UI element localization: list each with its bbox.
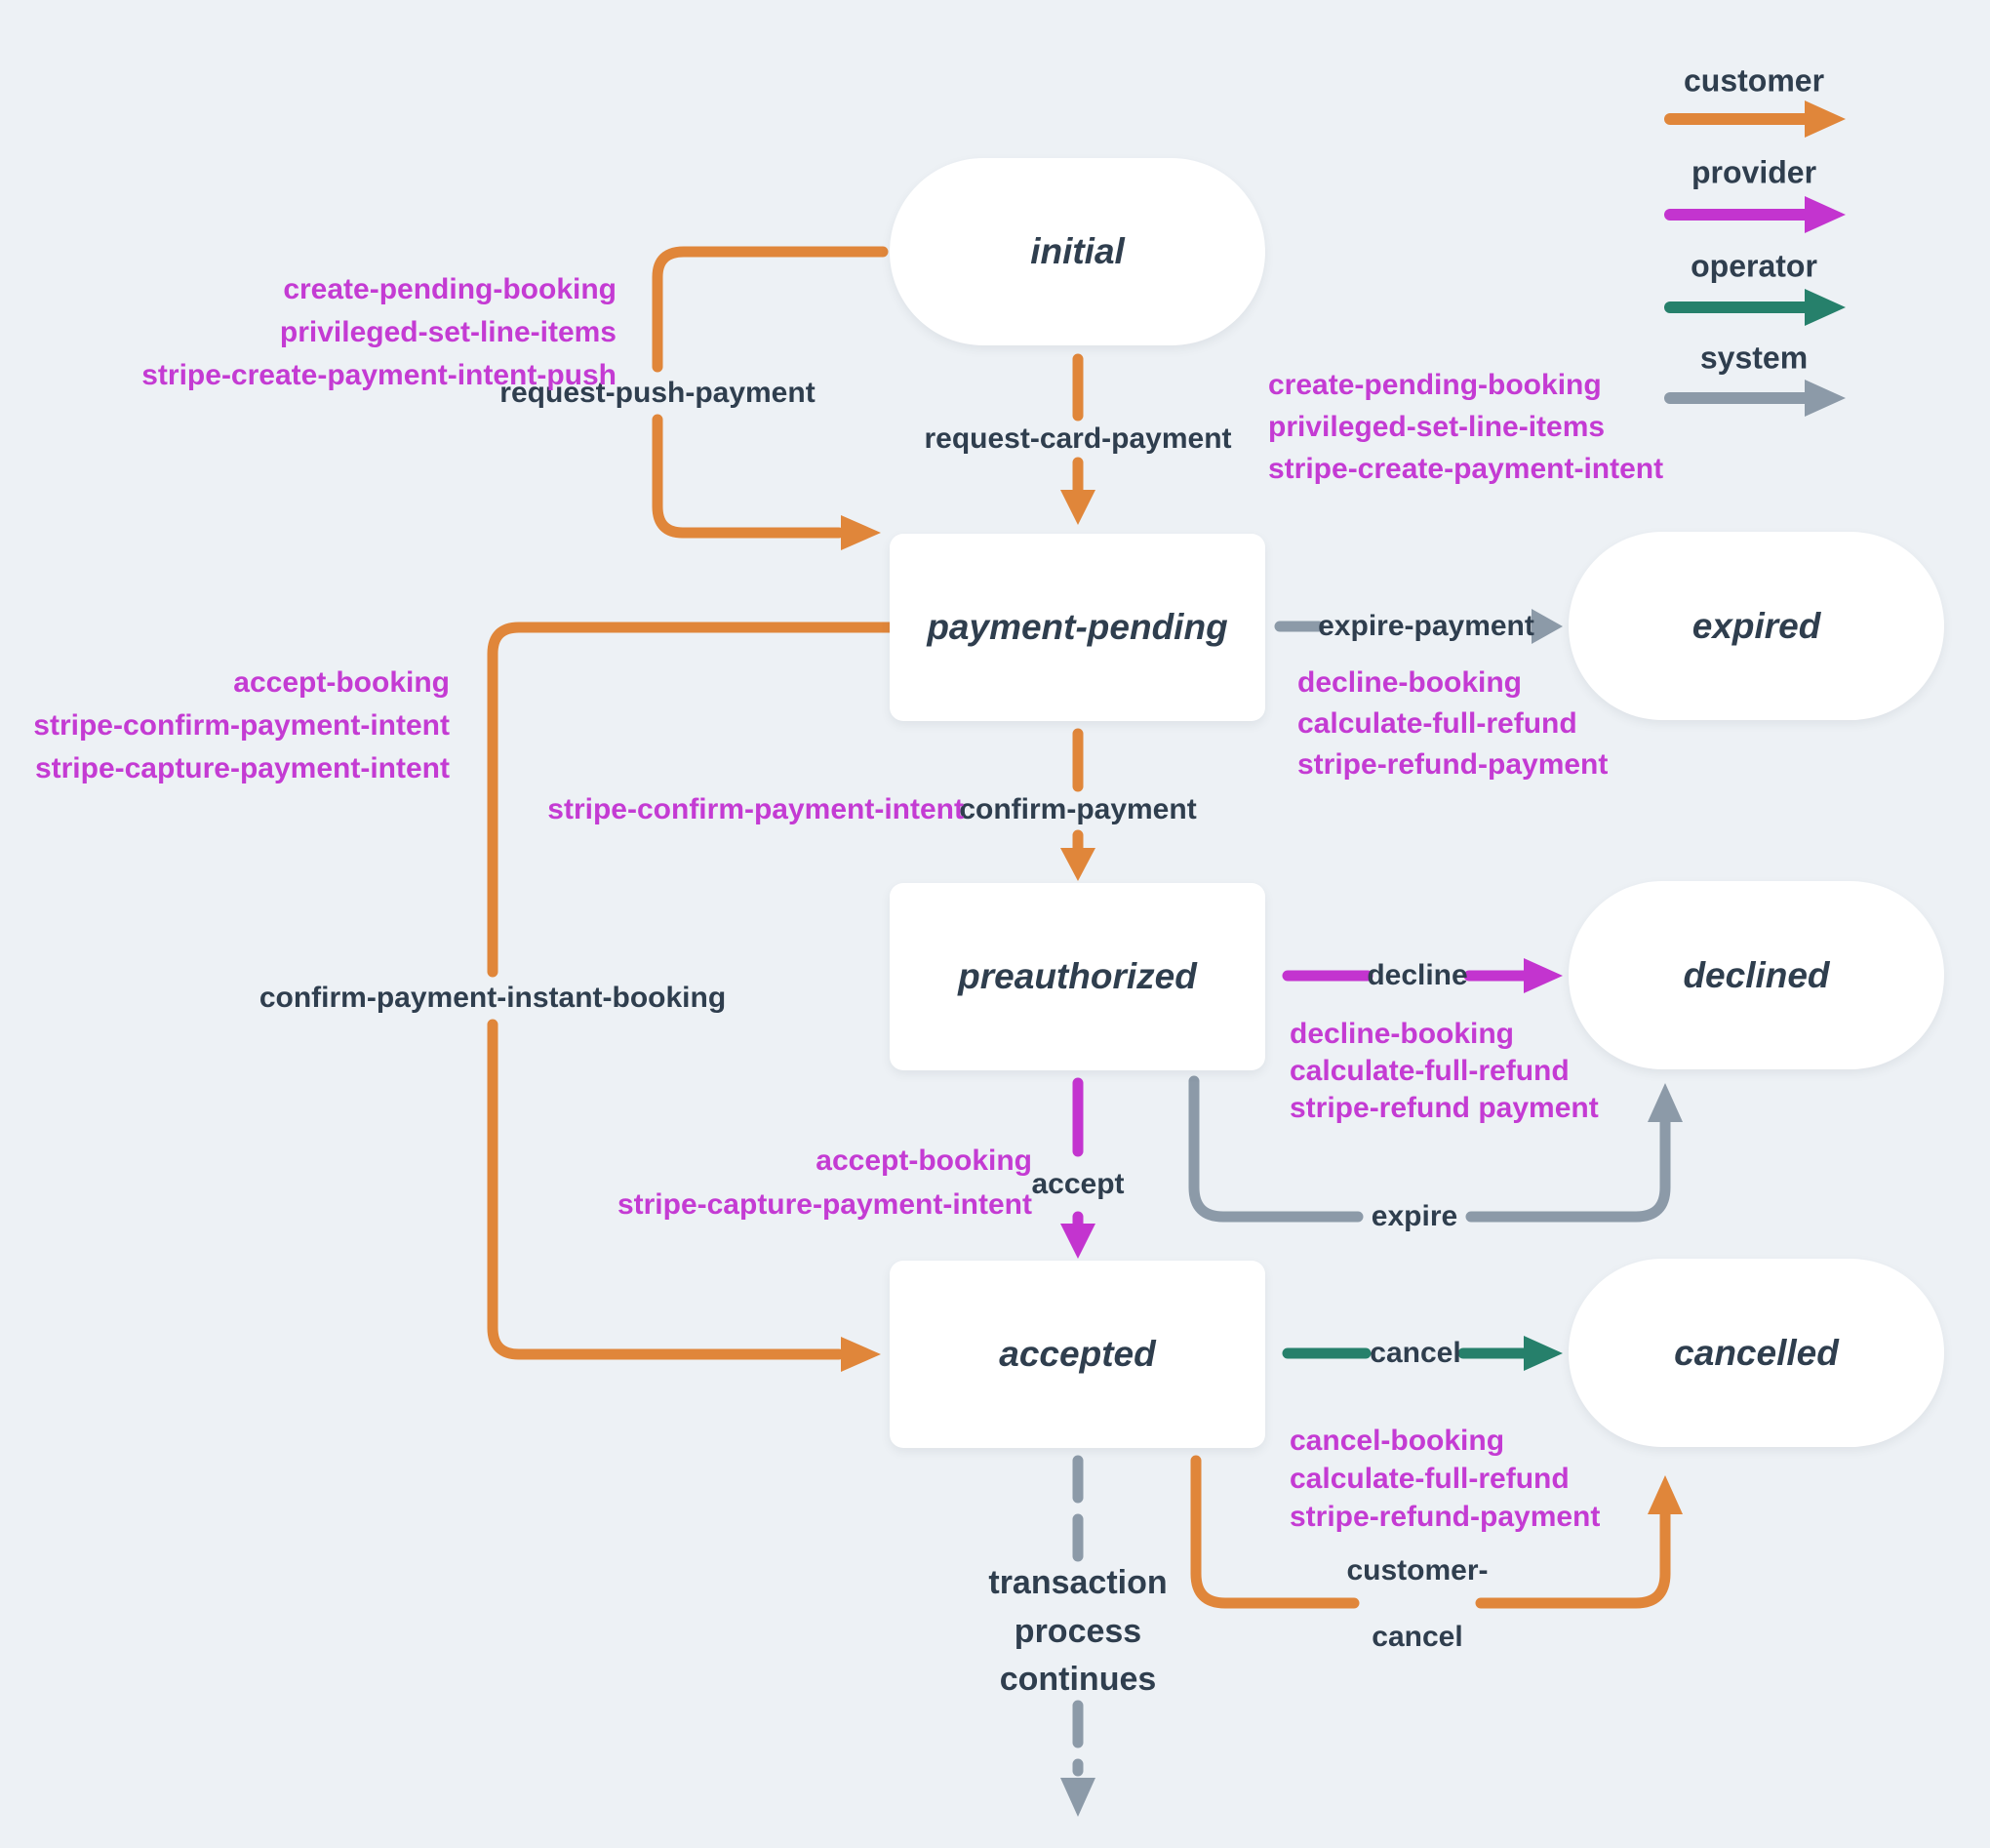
op-instant-booking-2: stripe-confirm-payment-intent	[33, 709, 450, 742]
op-request-card-2: privileged-set-line-items	[1268, 411, 1606, 443]
op-accept-2: stripe-capture-payment-intent	[617, 1188, 1032, 1221]
legend-arrowhead-provider	[1805, 196, 1846, 233]
legend-label-customer: customer	[1683, 62, 1825, 99]
arrowhead-expire-payment	[1532, 609, 1563, 644]
arrowhead-decline	[1524, 958, 1563, 993]
node-preauthorized	[890, 883, 1265, 1070]
legend-arrowhead-system	[1805, 380, 1846, 417]
op-expire-payment-2: calculate-full-refund	[1297, 707, 1577, 740]
op-request-push-1: create-pending-booking	[283, 273, 617, 305]
op-decline-2: calculate-full-refund	[1290, 1055, 1570, 1087]
edge-label-request-card-payment: request-card-payment	[924, 422, 1232, 455]
node-accepted-label: accepted	[999, 1334, 1156, 1374]
op-request-push-2: privileged-set-line-items	[279, 316, 617, 348]
arrowhead-confirm-payment	[1060, 848, 1095, 881]
op-expire-payment-3: stripe-refund-payment	[1297, 748, 1609, 781]
edge-label-customer-cancel-line1: customer-	[1346, 1554, 1489, 1587]
node-declined-label: declined	[1683, 954, 1830, 995]
transaction-continues-line2: process	[1014, 1613, 1142, 1650]
op-request-card-3: stripe-create-payment-intent	[1268, 453, 1664, 485]
transaction-continues-line3: continues	[999, 1661, 1157, 1698]
op-instant-booking-3: stripe-capture-payment-intent	[34, 752, 450, 784]
legend-label-system: system	[1699, 340, 1809, 376]
op-decline-1: decline-booking	[1290, 1018, 1515, 1050]
legend-label-provider: provider	[1691, 154, 1817, 190]
node-cancelled	[1569, 1259, 1944, 1447]
op-request-push-3: stripe-create-payment-intent-push	[141, 359, 617, 391]
node-declined	[1569, 881, 1944, 1069]
node-payment-pending	[890, 534, 1265, 721]
transaction-continues-line1: transaction	[988, 1564, 1168, 1601]
arrowhead-request-card-payment	[1060, 490, 1095, 525]
arrowhead-customer-cancel	[1648, 1475, 1683, 1514]
arrowhead-confirm-payment-instant-booking	[841, 1337, 881, 1372]
node-accepted	[890, 1261, 1265, 1448]
arrowhead-cancel	[1524, 1336, 1563, 1371]
legend-arrowhead-customer	[1805, 100, 1846, 138]
node-expired-label: expired	[1692, 605, 1821, 646]
legend-arrowhead-operator	[1805, 289, 1846, 326]
edge-label-confirm-payment: confirm-payment	[959, 793, 1197, 825]
edge-label-cancel: cancel	[1370, 1337, 1461, 1369]
op-expire-payment-1: decline-booking	[1297, 666, 1523, 699]
op-cancel-3: stripe-refund-payment	[1290, 1501, 1601, 1533]
op-request-card-1: create-pending-booking	[1268, 369, 1602, 401]
edge-label-confirm-payment-instant-booking: confirm-payment-instant-booking	[259, 982, 727, 1014]
op-decline-3: stripe-refund payment	[1290, 1092, 1599, 1124]
node-preauthorized-label: preauthorized	[958, 956, 1197, 996]
arrowhead-transaction-continues	[1060, 1778, 1095, 1817]
op-accept-1: accept-booking	[816, 1145, 1032, 1177]
node-initial-label: initial	[1030, 231, 1125, 271]
legend-label-operator: operator	[1691, 248, 1817, 284]
node-expired	[1569, 532, 1944, 720]
edge-label-request-push-payment: request-push-payment	[499, 377, 816, 409]
op-confirm-payment-1: stripe-confirm-payment-intent	[547, 793, 964, 825]
node-cancelled-label: cancelled	[1674, 1332, 1839, 1373]
node-payment-pending-label: payment-pending	[927, 607, 1228, 647]
arrowhead-accept	[1060, 1224, 1095, 1259]
edge-label-customer-cancel-line2: cancel	[1372, 1621, 1463, 1653]
op-instant-booking-1: accept-booking	[233, 666, 450, 699]
op-cancel-1: cancel-booking	[1290, 1425, 1505, 1457]
arrowhead-expire	[1648, 1083, 1683, 1122]
edge-label-expire-payment: expire-payment	[1318, 610, 1534, 642]
op-cancel-2: calculate-full-refund	[1290, 1463, 1570, 1495]
edge-label-expire: expire	[1371, 1200, 1458, 1232]
edge-label-accept: accept	[1031, 1168, 1125, 1200]
node-initial	[890, 158, 1265, 345]
arrowhead-request-push-payment	[841, 515, 881, 550]
edge-label-decline: decline	[1367, 959, 1468, 991]
